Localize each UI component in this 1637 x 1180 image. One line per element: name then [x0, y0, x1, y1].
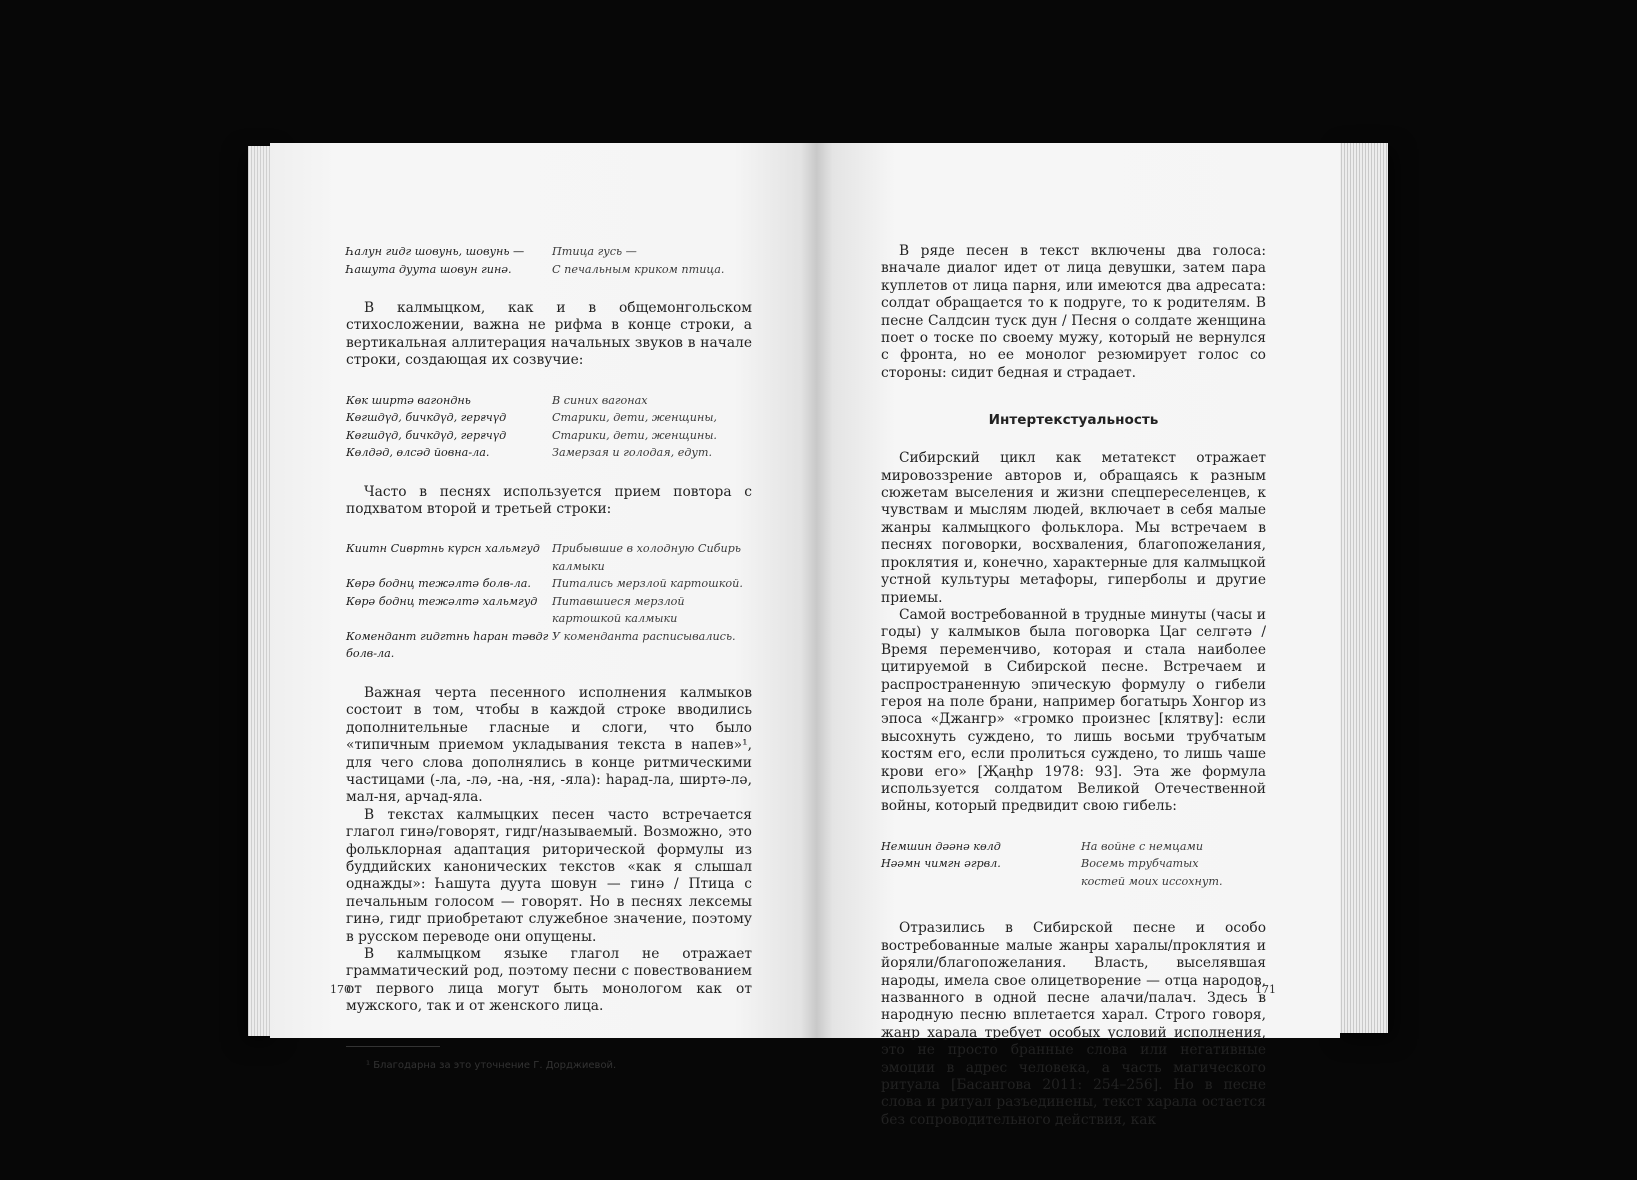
poem-line-kalmyk: Һашута дуута шовун гинә.: [346, 262, 512, 276]
poem-line-russian: Прибывшие в холодную Сибирь калмыки: [552, 542, 741, 573]
poem-line-russian: Старики, дети, женщины,: [552, 411, 717, 425]
poem-line-kalmyk: Көгшдүд, бичкдүд, герғчүд: [346, 411, 507, 425]
poem-line-russian: Питавшиеся мерзлой картошкой калмыки: [552, 594, 685, 626]
poem-line-russian: Восемь трубчатых: [1081, 857, 1199, 871]
poem-vagon: [346, 392, 752, 462]
poem-line-kalmyk: Һалун гидг шовунь, шовунь —: [346, 245, 525, 258]
poem-line-russian: У коменданта расписывались.: [552, 629, 736, 643]
poem-line-kalmyk: Немшин дәәнә көлд: [881, 839, 1001, 853]
paragraph: В текстах калмыцких песен часто встречается глагол гинә/говорят, гидг/называемый. Возможно, это фольклорная адаптация риторической формулы из буддийских канонических текстов «как я слышал однажды»: Һашута дуута шовун — гинә / Птица с печальным голосом — говорят. Но в песнях лексемы гинә, гидг приобретают служебное значение, поэтому в русском переводе они опущены.: [346, 806, 752, 945]
poem-line-russian: Птица гусь —: [552, 245, 637, 258]
poem-line-kalmyk: Көгшдүд, бичкдүд, герғчүд: [346, 428, 507, 442]
poem-line-kalmyk: Комендант гидгтнь һаран тәвдг болв-ла.: [346, 629, 549, 661]
right-page-content: [881, 243, 1266, 1129]
footnote-rule: [346, 1046, 440, 1047]
paragraph: Сибирский цикл как метатекст отражает мировоззрение авторов и, обращаясь к разным сюжетам выселения и жизни спецпереселенцев, к чувствам и мыслям людей, включает в себя малые жанры калмыцкого фольклора. Мы встречаем в песнях поговорки, восхваления, благопожелания, проклятия и, конечно, характерные для калмыцкой устной культуры метафоры, гиперболы и другие приемы.: [881, 450, 1266, 606]
paragraph: В ряде песен в текст включены два голоса: вначале диалог идет от лица девушки, затем пара куплетов от лица парня, или имеются два адресата: солдат обращается то к подруге, то к родителям. В песне Салдсин туск дун / Песня о солдате женщина поет о тоске по своему мужу, который не вернулся с фронта, но ее монолог резюмирует голос со стороны: сидит бедная и страдает.: [881, 243, 1266, 381]
poem-line-kalmyk: Киитн Сивртнь күрсн хальмгуд: [346, 542, 540, 556]
left-page: [270, 143, 817, 1071]
paragraph: В калмыцком, как и в общемонгольском стихосложении, важна не рифма в конце строки, а вертикальная аллитерация начальных звуков в начале строки, создающая их созвучие:: [346, 300, 752, 369]
poem-line-kalmyk: [881, 873, 1081, 891]
paragraph: Отразились в Сибирской песне и особо востребованные малые жанры харалы/проклятия и йоряли/благопожелания. Власть, выселявшая народы, имела свое олицетворение — отца народов, названного в одной песне алачи/палач. Здесь в народную песню вплетается харал. Строго говоря, жанр харала требует особых условий исполнения, это не просто бранные слова или негативные эмоции в адрес человека, а часть магического ритуала [Басангова 2011: 254–256]. Но в песне слова и ритуал разъединены, текст харала остается без сопроводительного действия, как: [881, 920, 1266, 1128]
poem-line-kalmyk: Көлдәд, өлсәд йовна-ла.: [346, 446, 490, 460]
poem-line-kalmyk: Көк ширтә вагонднь: [346, 393, 471, 407]
poem-line-kalmyk: Нәәмн чимгн әгрвл.: [881, 857, 1001, 871]
poem-line-russian: На войне с немцами: [1081, 839, 1204, 853]
paragraph: Важная черта песенного исполнения калмыков состоит в том, чтобы в каждой строке вводились дополнительные гласные и слоги, что было «типичным приемом укладывания текста в напев»¹, для чего слова дополнялись в конце ритмическими частицами (-ла, -лә, -на, -ня, -яла): һарад-ла, ширтә-лә, мал-ня, арчад-яла.: [346, 684, 752, 806]
poem-line-russian: В синих вагонах: [552, 393, 648, 407]
section-heading: Интертекстуальность: [988, 412, 1159, 429]
page-number: 170: [330, 983, 351, 996]
paragraph: Самой востребованной в трудные минуты (часы и годы) у калмыков была поговорка Цаг селгәтә / Время переменчиво, которая и стала наиболее цитируемой в Сибирской песне. Встречаем и распространенную эпическую формулу о гибели героя на поле брани, например богатырь Хонгор из эпоса «Джангр» «громко произнес [клятву]: если высохнуть суждено, то лишь восьми трубчатым костям его, если пролиться суждено, то лишь чаше крови его» [Җаңһр 1978: 93]. Эта же формула используется солдатом Великой Отечественной войны, который предвидит свою гибель:: [881, 606, 1266, 815]
left-page-content: [346, 243, 752, 1073]
poem-line-russian: Замерзая и голодая, едут.: [552, 446, 713, 460]
poem-gus: [346, 243, 752, 278]
right-page-edges: [1336, 143, 1388, 1033]
paragraph: Часто в песнях используется прием повтора с подхватом второй и третьей строки:: [346, 483, 752, 518]
footnote: ¹ Благодарна за это уточнение Г. Дорджиевой.: [366, 1059, 617, 1071]
poem-nemtsy: [881, 838, 1266, 891]
poem-line-russian: Питались мерзлой картошкой.: [552, 577, 743, 591]
poem-line-russian: костей моих иссохнут.: [1081, 874, 1223, 888]
poem-line-kalmyk: Көрә боднц тежәлтә болв-ла.: [346, 577, 531, 591]
paragraph: В калмыцком языке глагол не отражает грамматический род, поэтому песни с повествованием от первого лица могут быть монологом как от мужского, так и от женского лица.: [346, 946, 752, 1015]
poem-line-kalmyk: Көрә боднц тежәлтә хальмгуд: [346, 594, 538, 608]
page-number: 171: [1255, 983, 1276, 996]
poem-line-russian: Старики, дети, женщины.: [552, 428, 717, 442]
poem-line-russian: С печальным криком птица.: [552, 262, 725, 276]
poem-sibir: [346, 540, 752, 663]
right-page: [817, 143, 1340, 1128]
